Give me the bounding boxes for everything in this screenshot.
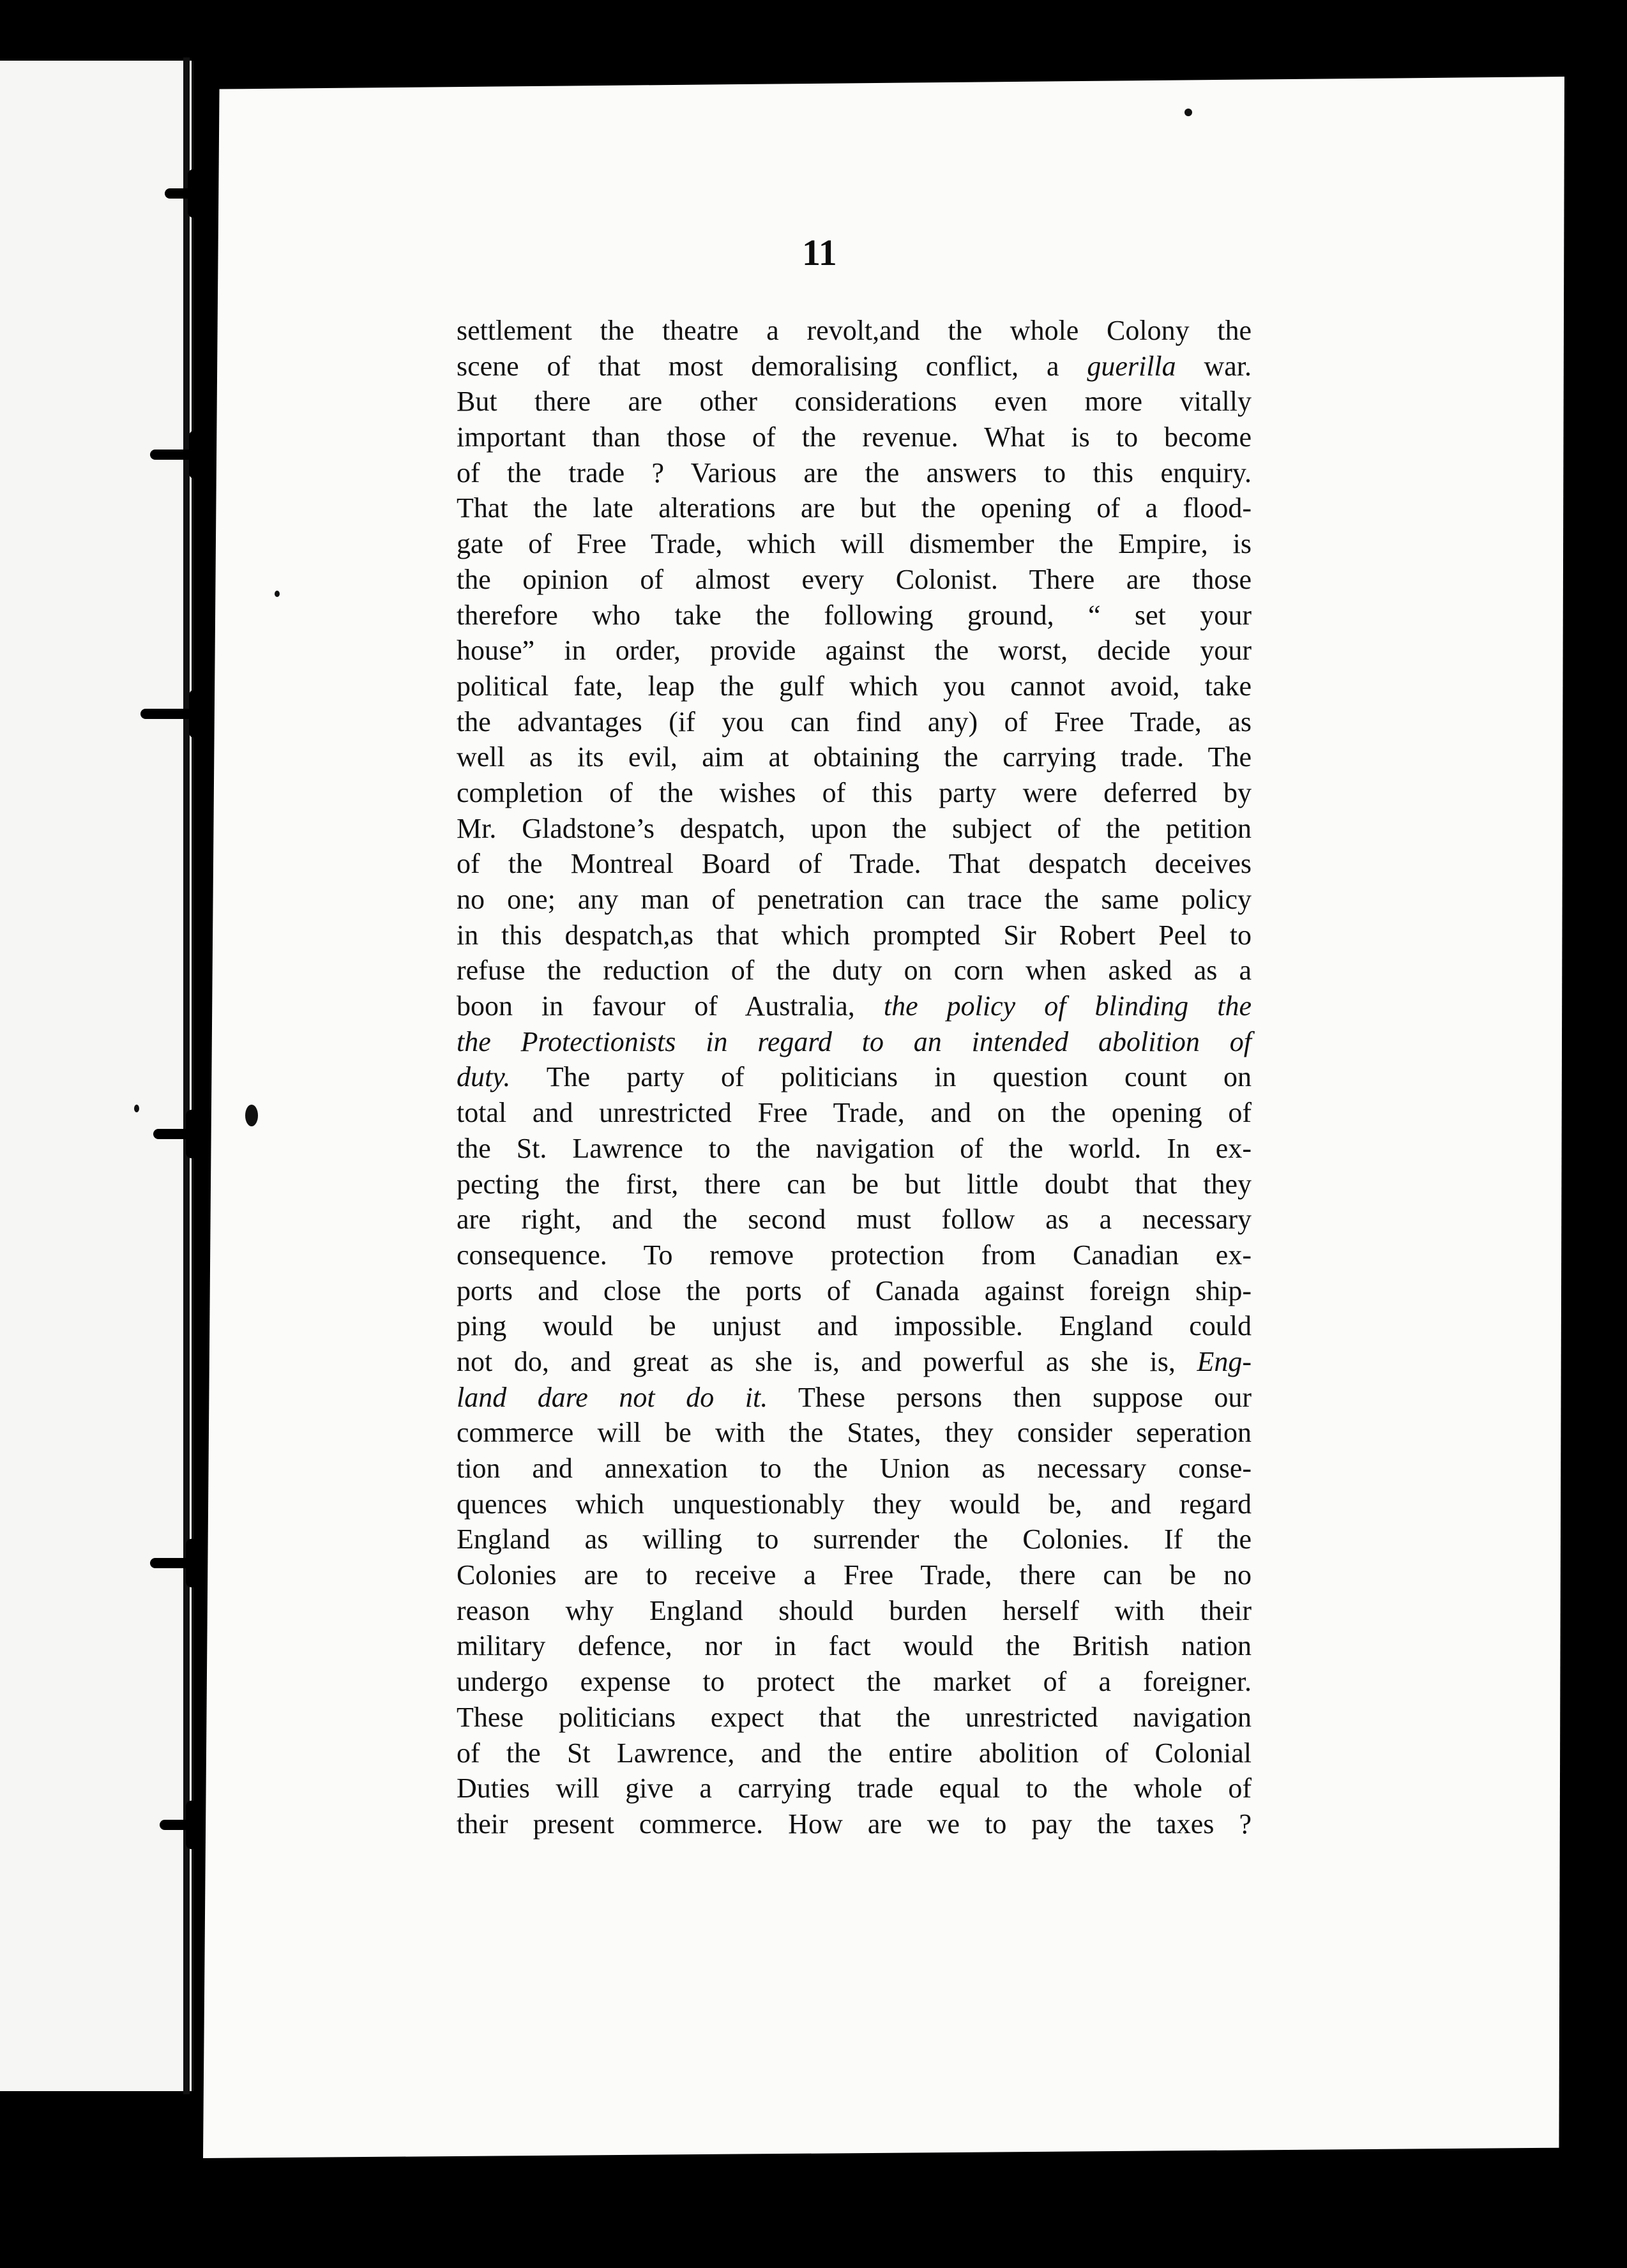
- text-line: [457, 562, 1252, 598]
- text-segment: scene of that most demoralising conflict, a: [457, 350, 1087, 382]
- text-segment: war.: [1176, 350, 1252, 382]
- text-line: [457, 953, 1252, 988]
- text-line: [457, 704, 1252, 740]
- text-line: [457, 988, 1252, 1024]
- text-line: [457, 1522, 1252, 1557]
- text-segment: consequence. To remove protection from Canadian ex-: [457, 1239, 1252, 1271]
- text-segment: refuse the reduction of the duty on corn when asked as a: [457, 955, 1252, 987]
- italic-text: land dare not do it.: [457, 1381, 768, 1413]
- text-line: [457, 1024, 1252, 1060]
- text-segment: Mr. Gladstone’s despatch, upon the subject of the petition: [457, 812, 1252, 844]
- text-line: [457, 420, 1252, 455]
- text-line: [457, 526, 1252, 562]
- text-segment: in this despatch,as that which prompted Sir Robert Peel to: [457, 919, 1252, 951]
- text-segment: But there are other considerations even more vitally: [457, 386, 1252, 418]
- text-line: [457, 598, 1252, 633]
- text-segment: reason why England should burden herself with their: [457, 1594, 1252, 1626]
- italic-text: guerilla: [1087, 350, 1176, 382]
- text-segment: political fate, leap the gulf which you cannot avoid, take: [457, 670, 1252, 702]
- text-segment: no one; any man of penetration can trace the same policy: [457, 884, 1252, 915]
- text-line: [457, 490, 1252, 526]
- ink-speck: [1184, 109, 1192, 116]
- text-line: [457, 1593, 1252, 1629]
- text-segment: well as its evil, aim at obtaining the carrying trade. The: [457, 741, 1252, 773]
- text-segment: military defence, nor in fact would the British nation: [457, 1630, 1252, 1662]
- text-segment: their present commerce. How are we to pay the taxes ?: [457, 1808, 1252, 1840]
- text-line: [457, 846, 1252, 882]
- text-line: [457, 1059, 1252, 1095]
- text-segment: total and unrestricted Free Trade, and on the opening of: [457, 1097, 1252, 1129]
- text-line: [457, 811, 1252, 847]
- text-line: [457, 1415, 1252, 1451]
- text-segment: ports and close the ports of Canada against foreign ship-: [457, 1274, 1252, 1306]
- text-segment: settlement the theatre a revolt,and the whole Colony the: [457, 315, 1252, 346]
- text-line: [457, 669, 1252, 704]
- text-line: [457, 384, 1252, 420]
- text-line: [457, 1095, 1252, 1131]
- text-segment: not do, and great as she is, and powerful as she is,: [457, 1345, 1197, 1377]
- text-line: [457, 1131, 1252, 1167]
- text-segment: quences which unquestionably they would be, and regard: [457, 1488, 1252, 1520]
- text-segment: completion of the wishes of this party were deferred by: [457, 776, 1252, 808]
- text-line: [457, 1202, 1252, 1237]
- text-line: [457, 1486, 1252, 1522]
- text-line: [457, 1557, 1252, 1593]
- text-segment: These persons then suppose our: [768, 1381, 1252, 1413]
- text-line: [457, 1380, 1252, 1416]
- text-line: [457, 1308, 1252, 1344]
- ink-speck: [245, 1105, 258, 1126]
- text-line: [457, 1344, 1252, 1380]
- text-line: [457, 313, 1252, 349]
- text-segment: tion and annexation to the Union as necessary conse-: [457, 1453, 1252, 1484]
- text-segment: the advantages (if you can find any) of Free Trade, as: [457, 706, 1252, 737]
- text-line: [457, 882, 1252, 918]
- text-line: [457, 1771, 1252, 1806]
- text-segment: ping would be unjust and impossible. England could: [457, 1310, 1252, 1342]
- text-line: [457, 1451, 1252, 1486]
- text-segment: the St. Lawrence to the navigation of the world. In ex-: [457, 1132, 1252, 1164]
- text-segment: Duties will give a carrying trade equal to the whole of: [457, 1773, 1252, 1804]
- text-segment: pecting the first, there can be but little doubt that they: [457, 1168, 1252, 1200]
- text-segment: of the Montreal Board of Trade. That despatch deceives: [457, 848, 1252, 880]
- text-line: [457, 918, 1252, 953]
- text-segment: These politicians expect that the unrestricted navigation: [457, 1701, 1252, 1733]
- text-line: [457, 1273, 1252, 1309]
- ink-speck: [275, 591, 280, 597]
- text-segment: the opinion of almost every Colonist. There are those: [457, 563, 1252, 595]
- text-segment: Colonies are to receive a Free Trade, there can be no: [457, 1559, 1252, 1591]
- text-line: [457, 455, 1252, 491]
- text-segment: England as willing to surrender the Colonies. If the: [457, 1523, 1252, 1555]
- text-line: [457, 1806, 1252, 1842]
- text-segment: important than those of the revenue. What is to become: [457, 421, 1252, 453]
- binding-stitch: [165, 188, 222, 199]
- text-segment: of the St Lawrence, and the entire abolition of Colonial: [457, 1737, 1252, 1769]
- binding-thread: [183, 57, 190, 2094]
- text-line: [457, 1237, 1252, 1273]
- ink-speck: [134, 1105, 139, 1112]
- text-line: [457, 1664, 1252, 1700]
- text-line: [457, 1700, 1252, 1735]
- left-page-margin: [0, 61, 193, 2091]
- text-segment: commerce will be with the States, they consider seperation: [457, 1417, 1252, 1449]
- text-segment: That the late alterations are but the opening of a flood-: [457, 492, 1252, 524]
- text-line: [457, 633, 1252, 669]
- italic-text: Eng-: [1197, 1345, 1252, 1377]
- page-number: 11: [802, 232, 837, 273]
- text-line: [457, 739, 1252, 775]
- text-line: [457, 1735, 1252, 1771]
- text-segment: are right, and the second must follow as a necessary: [457, 1204, 1252, 1236]
- text-segment: therefore who take the following ground, “ set your: [457, 599, 1252, 631]
- italic-text: duty.: [457, 1061, 511, 1093]
- italic-text: the Protectionists in regard to an intended abolition of: [457, 1025, 1252, 1057]
- text-line: [457, 1628, 1252, 1664]
- text-segment: of the trade ? Various are the answers to this enquiry.: [457, 457, 1252, 488]
- text-segment: boon in favour of Australia,: [457, 990, 884, 1022]
- text-line: [457, 1167, 1252, 1202]
- italic-text: the policy of blinding the: [883, 990, 1252, 1022]
- text-line: [457, 349, 1252, 384]
- text-segment: undergo expense to protect the market of a foreigner.: [457, 1666, 1252, 1698]
- text-line: [457, 775, 1252, 811]
- body-text: [457, 313, 1252, 1842]
- text-segment: gate of Free Trade, which will dismember the Empire, is: [457, 528, 1252, 560]
- text-segment: house” in order, provide against the worst, decide your: [457, 635, 1252, 667]
- text-segment: The party of politicians in question count on: [510, 1061, 1252, 1093]
